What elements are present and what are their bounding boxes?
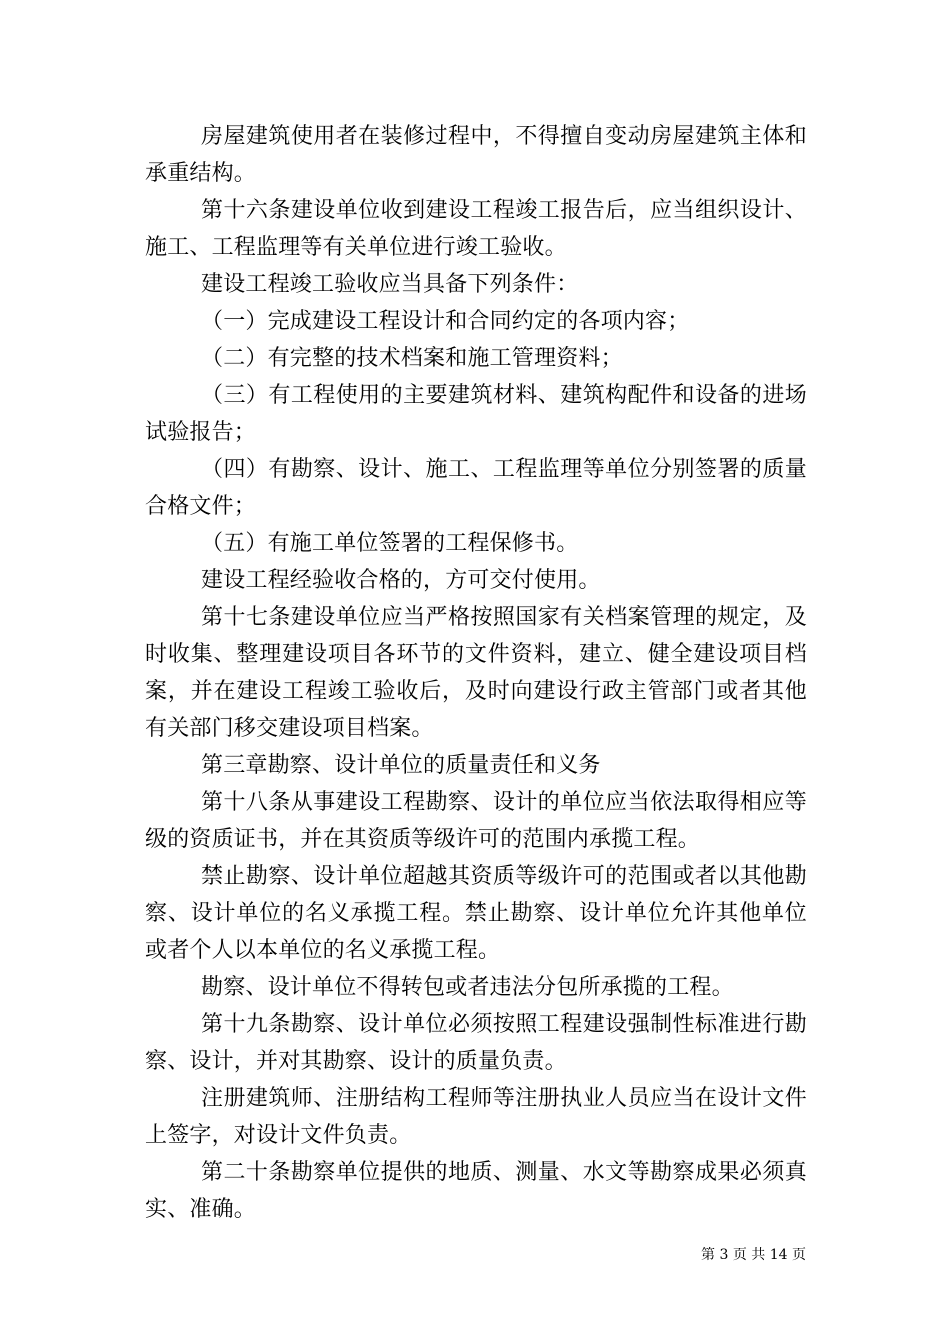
paragraph: （四）有勘察、设计、施工、工程监理等单位分别签署的质量合格文件；: [145, 457, 807, 519]
paragraph: 第十六条建设单位收到建设工程竣工报告后，应当组织设计、施工、工程监理等有关单位进行竣工验收。: [145, 198, 807, 260]
paragraph: 第二十条勘察单位提供的地质、测量、水文等勘察成果必须真实、准确。: [145, 1160, 807, 1222]
document-body: [145, 118, 807, 1228]
paragraph: 禁止勘察、设计单位超越其资质等级许可的范围或者以其他勘察、设计单位的名义承揽工程。禁止勘察、设计单位允许其他单位或者个人以本单位的名义承揽工程。: [145, 864, 807, 963]
paragraph: 建设工程竣工验收应当具备下列条件：: [201, 272, 579, 297]
paragraph: （三）有工程使用的主要建筑材料、建筑构配件和设备的进场试验报告；: [145, 383, 807, 445]
paragraph: （二）有完整的技术档案和施工管理资料；: [201, 346, 623, 371]
paragraph: 房屋建筑使用者在装修过程中，不得擅自变动房屋建筑主体和承重结构。: [145, 124, 807, 186]
paragraph: 第十八条从事建设工程勘察、设计的单位应当依法取得相应等级的资质证书，并在其资质等级许可的范围内承揽工程。: [145, 790, 807, 852]
paragraph: 勘察、设计单位不得转包或者违法分包所承揽的工程。: [201, 975, 734, 1000]
paragraph: （五）有施工单位签署的工程保修书。: [201, 531, 579, 556]
paragraph: 第十七条建设单位应当严格按照国家有关档案管理的规定，及时收集、整理建设项目各环节的文件资料，建立、健全建设项目档案，并在建设工程竣工验收后，及时向建设行政主管部门或者其他有关部门移交建设项目档案。: [145, 605, 807, 741]
chapter-heading: 第三章勘察、设计单位的质量责任和义务: [201, 753, 601, 778]
paragraph: 第十九条勘察、设计单位必须按照工程建设强制性标准进行勘察、设计，并对其勘察、设计的质量负责。: [145, 1012, 807, 1074]
paragraph: （一）完成建设工程设计和合同约定的各项内容；: [201, 309, 690, 334]
page-number-footer: 第 3 页 共 14 页: [701, 1247, 806, 1263]
paragraph: 注册建筑师、注册结构工程师等注册执业人员应当在设计文件上签字，对设计文件负责。: [145, 1086, 807, 1148]
paragraph: 建设工程经验收合格的，方可交付使用。: [201, 568, 601, 593]
